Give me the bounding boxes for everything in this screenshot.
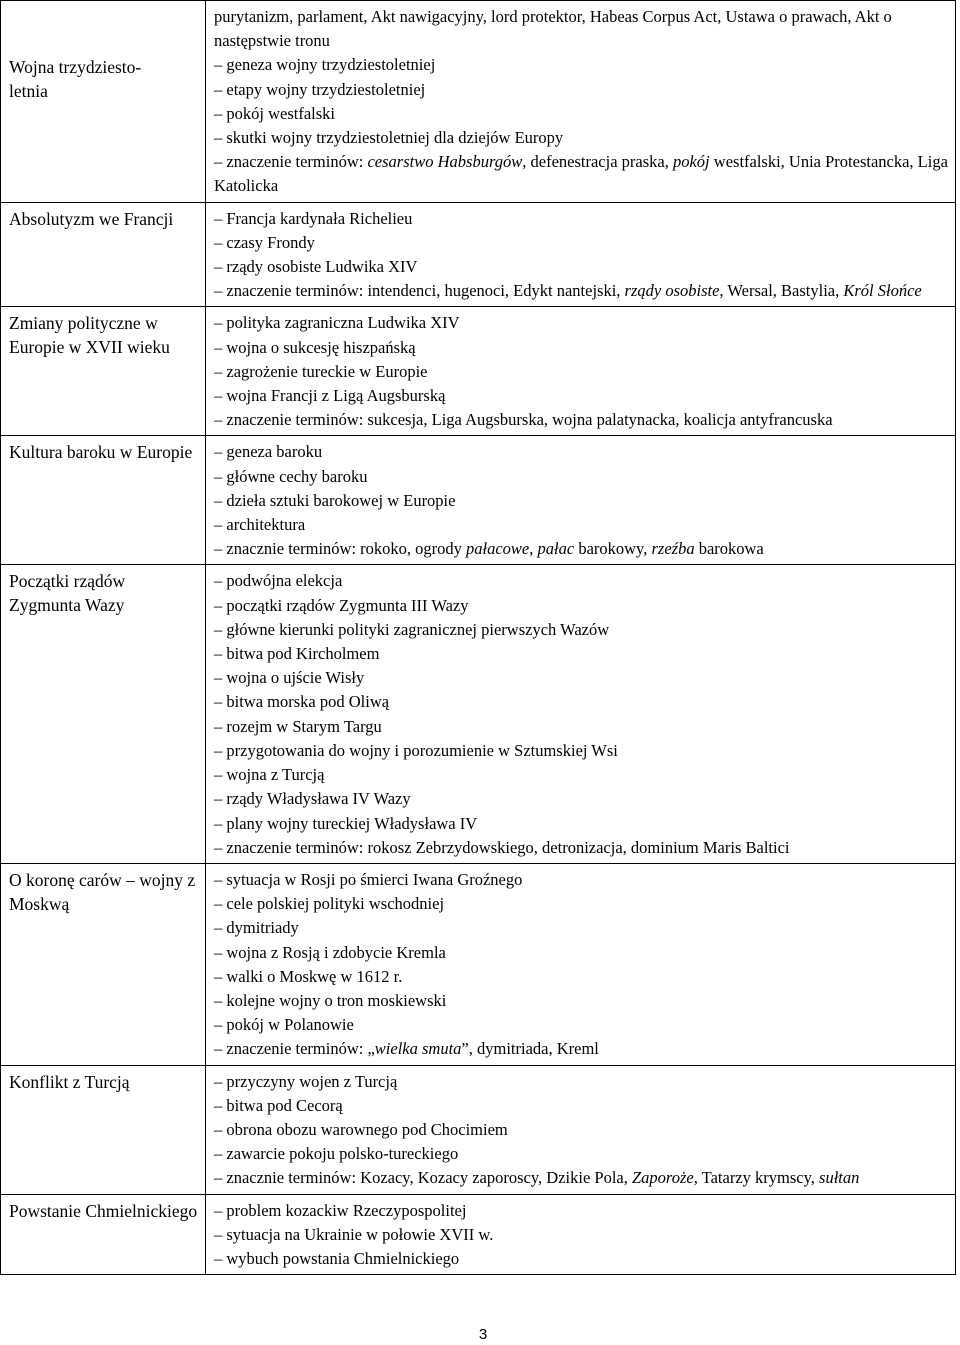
topic-item: – rządy osobiste Ludwika XIV — [214, 257, 418, 277]
topic-item: – przyczyny wojen z Turcją — [214, 1071, 398, 1091]
topic-item: – rządy Władysława IV Wazy — [214, 789, 411, 809]
topic-item: – sytuacja w Rosji po śmierci Iwana Groźnego — [214, 869, 523, 889]
topic-item: – architektura — [214, 515, 306, 535]
topic-item: – czasy Frondy — [214, 232, 315, 252]
topic-item: – geneza baroku — [214, 442, 323, 462]
section-items — [206, 1, 956, 203]
topic-item: – walki o Moskwę w 1612 r. — [214, 966, 403, 986]
section-topic: O koronę carów – wojny z Moskwą — [1, 863, 206, 1065]
section-row — [1, 565, 956, 863]
topic-item: – obrona obozu warownego pod Chocimiem — [214, 1119, 508, 1139]
section-items — [206, 1065, 956, 1194]
section-items — [206, 307, 956, 436]
topic-item: – dymitriady — [214, 918, 299, 938]
topic-item: – geneza wojny trzydziestoletniej — [214, 55, 436, 75]
topic-item: – znaczenie terminów: rokosz Zebrzydowskiego, detronizacja, dominium Maris Baltici — [214, 837, 790, 857]
section-row — [1, 202, 956, 307]
topic-item: – plany wojny tureckiej Władysława IV — [214, 813, 478, 833]
topic-item: – początki rządów Zygmunta III Wazy — [214, 595, 469, 615]
section-items — [206, 1194, 956, 1275]
section-row — [1, 863, 956, 1065]
topic-item: – pokój w Polanowie — [214, 1015, 354, 1035]
section-items — [206, 863, 956, 1065]
section-row — [1, 1, 956, 203]
section-items — [206, 202, 956, 307]
topic-item: – wojna o ujście Wisły — [214, 668, 365, 688]
topic-item: – problem kozackiw Rzeczypospolitej — [214, 1200, 467, 1220]
topic-item: – skutki wojny trzydziestoletniej dla dziejów Europy — [214, 128, 564, 148]
topic-item: – znaczenie terminów: cesarstwo Habsburgów, defenestracja praska, pokój westfalski, Unia Protestancka, Liga Katolicka — [214, 152, 948, 196]
section-topic: Absolutyzm we Francji — [1, 202, 206, 307]
topic-item: – znacznie terminów: Kozacy, Kozacy zaporoscy, Dzikie Pola, Zaporoże, Tatarzy krymscy, sułtan — [214, 1168, 860, 1188]
topic-item: – znaczenie terminów: „wielka smuta”, dymitriada, Kreml — [214, 1039, 599, 1059]
topic-item: – polityka zagraniczna Ludwika XIV — [214, 313, 460, 333]
section-row — [1, 1065, 956, 1194]
section-topic: Powstanie Chmielnickiego — [1, 1194, 206, 1275]
topic-item: purytanizm, parlament, Akt nawigacyjny, lord protektor, Habeas Corpus Act, Ustawa o prawach, Akt o następstwie tronu — [214, 7, 892, 51]
section-row — [1, 307, 956, 436]
topic-item: – zawarcie pokoju polsko-tureckiego — [214, 1144, 459, 1164]
topic-item: – wojna o sukcesję hiszpańską — [214, 337, 416, 357]
topic-item: – bitwa pod Cecorą — [214, 1095, 343, 1115]
topic-item: – główne cechy baroku — [214, 466, 368, 486]
topic-item: – pokój westfalski — [214, 103, 335, 123]
topic-item: – zagrożenie tureckie w Europie — [214, 361, 428, 381]
page-number: 3 — [478, 1326, 488, 1343]
section-row — [1, 1194, 956, 1275]
topic-item: – podwójna elekcja — [214, 571, 343, 591]
section-topic: Początki rządów Zygmunta Wazy — [1, 565, 206, 863]
section-items — [206, 436, 956, 565]
topic-item: – przygotowania do wojny i porozumienie w Sztumskiej Wsi — [214, 740, 618, 760]
section-items — [206, 565, 956, 863]
topic-item: – znaczenie terminów: sukcesja, Liga Augsburska, wojna palatynacka, koalicja antyfrancuska — [214, 410, 833, 430]
topic-item: – dzieła sztuki barokowej w Europie — [214, 490, 456, 510]
topic-item: – rozejm w Starym Targu — [214, 716, 382, 736]
topic-item: – wojna z Rosją i zdobycie Kremla — [214, 942, 446, 962]
section-topic: Kultura baroku w Europie — [1, 436, 206, 565]
topic-item: – etapy wojny trzydziestoletniej — [214, 79, 426, 99]
topic-item: – znaczenie terminów: intendenci, hugenoci, Edykt nantejski, rządy osobiste, Wersal, Bastylia, Król Słońce — [214, 281, 922, 301]
topic-item: – bitwa pod Kircholmem — [214, 644, 380, 664]
topic-item: – główne kierunki polityki zagranicznej pierwszych Wazów — [214, 619, 610, 639]
topic-item: – cele polskiej polityki wschodniej — [214, 894, 445, 914]
section-topic: Wojna trzydziesto- letnia — [1, 1, 206, 203]
topic-item: – znacznie terminów: rokoko, ogrody pałacowe, pałac barokowy, rzeźba barokowa — [214, 539, 764, 559]
section-topic: Zmiany polityczne w Europie w XVII wieku — [1, 307, 206, 436]
topic-item: – kolejne wojny o tron moskiewski — [214, 990, 447, 1010]
topic-item: – wojna Francji z Ligą Augsburską — [214, 386, 446, 406]
topic-item: – sytuacja na Ukrainie w połowie XVII w. — [214, 1224, 494, 1244]
topic-item: – wybuch powstania Chmielnickiego — [214, 1248, 460, 1268]
section-topic: Konflikt z Turcją — [1, 1065, 206, 1194]
section-row — [1, 436, 956, 565]
topic-item: – Francja kardynała Richelieu — [214, 208, 413, 228]
topic-item: – wojna z Turcją — [214, 765, 325, 785]
topic-item: – bitwa morska pod Oliwą — [214, 692, 390, 712]
